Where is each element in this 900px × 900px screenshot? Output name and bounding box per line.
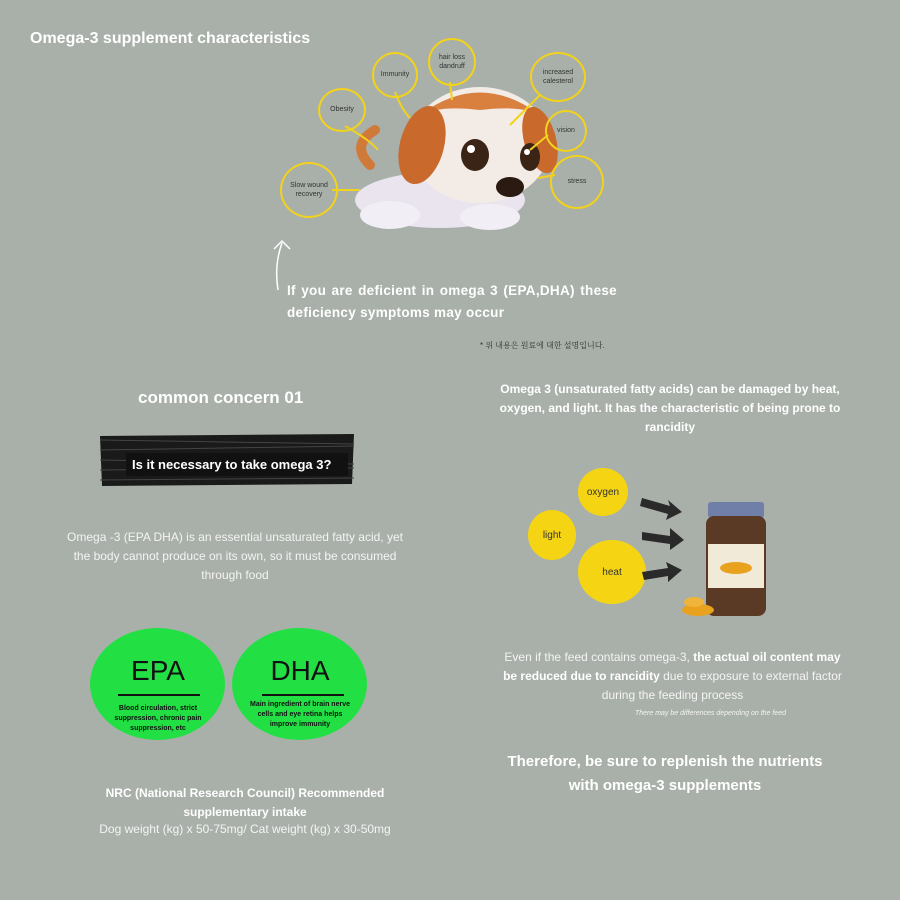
symptom-bubble: vision bbox=[545, 110, 587, 152]
nrc-values: Dog weight (kg) x 50-75mg/ Cat weight (kg) x 30-50mg bbox=[99, 822, 391, 836]
feed-text-bold: the actual oil content may be reduced due to rancidity bbox=[503, 650, 841, 683]
feed-description bbox=[500, 648, 845, 705]
epa-title: EPA bbox=[131, 655, 185, 686]
factor-heat: heat bbox=[578, 540, 646, 604]
connector-lines bbox=[0, 0, 900, 260]
symptom-bubble: hair loss dandruff bbox=[428, 38, 476, 86]
symptom-bubble: stress bbox=[550, 155, 604, 209]
feed-text-1: Even if the feed contains omega-3, bbox=[504, 650, 694, 664]
page-title: Omega-3 supplement characteristics bbox=[30, 30, 311, 47]
damage-text: Omega 3 (unsaturated fatty acids) can be damaged by heat, oxygen, and light. It has the characteristic of being prone to rancidity bbox=[499, 382, 841, 434]
conclusion-text: Therefore, be sure to replenish the nutrients with omega-3 supplements bbox=[507, 753, 823, 794]
epa-underline bbox=[118, 694, 200, 696]
dha-description: Main ingredient of brain nerve cells and eye retina helps improve immunity bbox=[250, 701, 350, 728]
deficiency-text: If you are deficient in omega 3 (EPA,DHA) these deficiency symptoms may occur bbox=[287, 283, 617, 320]
symptom-bubble: Slow wound recovery bbox=[280, 162, 338, 218]
symptom-bubble: increased calesterol bbox=[530, 52, 586, 102]
feed-text-2: due to exposure to external factor during the feeding process bbox=[601, 669, 842, 702]
question-label: Is it necessary to take omega 3? bbox=[126, 453, 348, 476]
feed-note: There may be differences depending on the feed bbox=[635, 710, 786, 717]
factor-oxygen: oxygen bbox=[578, 468, 628, 516]
omega-description: Omega -3 (EPA DHA) is an essential unsaturated fatty acid, yet the body cannot produce on its own, so it must be consumed through food bbox=[67, 530, 403, 582]
factor-light: light bbox=[528, 510, 576, 560]
korean-note: * 위 내용은 원료에 대한 설명입니다. bbox=[480, 341, 605, 350]
symptom-bubble: Immunity bbox=[372, 52, 418, 98]
concern-title: common concern 01 bbox=[138, 388, 304, 407]
dha-title: DHA bbox=[270, 655, 330, 686]
supplement-bottle-icon bbox=[672, 498, 782, 624]
epa-description: Blood circulation, strict suppression, chronic pain suppression, etc bbox=[114, 705, 202, 732]
dha-underline bbox=[262, 694, 344, 696]
symptom-bubble: Obesity bbox=[318, 88, 366, 132]
nrc-title: NRC (National Research Council) Recommended supplementary intake bbox=[105, 786, 385, 819]
